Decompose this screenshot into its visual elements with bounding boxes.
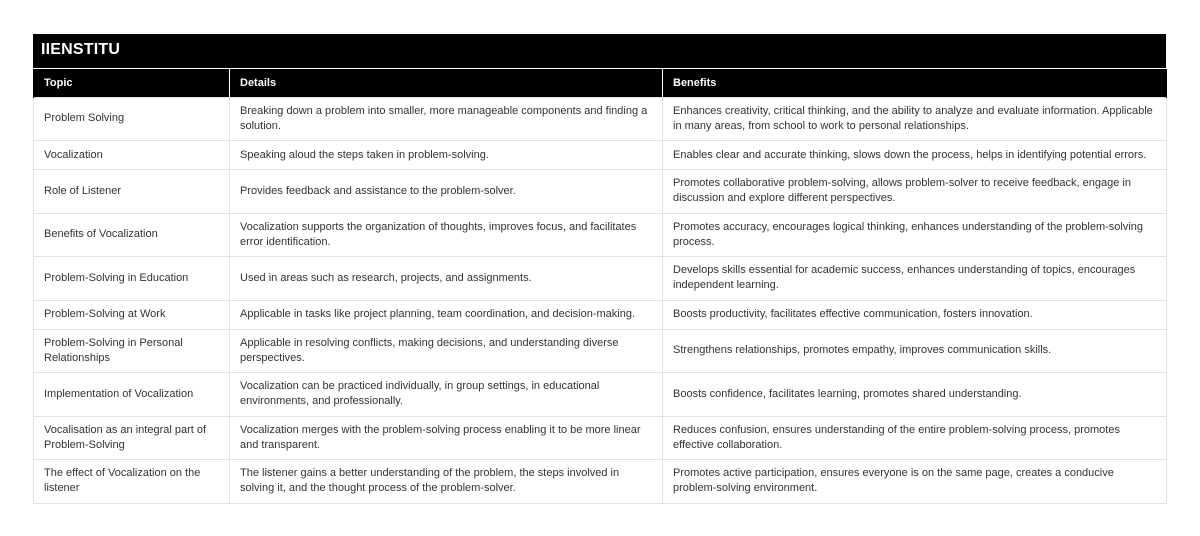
benefits-cell: Promotes collaborative problem-solving, allows problem-solver to receive feedback, engage in discussion and explore different perspectives. bbox=[663, 170, 1167, 214]
details-cell: Breaking down a problem into smaller, more manageable components and finding a solution. bbox=[230, 97, 663, 141]
details-cell: Vocalization can be practiced individually, in group settings, in educational environments, and professionally. bbox=[230, 373, 663, 417]
topic-cell: Benefits of Vocalization bbox=[34, 213, 230, 257]
header-topic: Topic bbox=[34, 69, 230, 97]
table-body bbox=[34, 97, 1167, 503]
content-wrapper bbox=[33, 34, 1166, 504]
header-benefits: Benefits bbox=[663, 69, 1167, 97]
details-cell: Vocalization supports the organization of thoughts, improves focus, and facilitates error identification. bbox=[230, 213, 663, 257]
benefits-cell: Boosts confidence, facilitates learning, promotes shared understanding. bbox=[663, 373, 1167, 417]
header-row bbox=[34, 69, 1167, 97]
details-cell: The listener gains a better understanding of the problem, the steps involved in solving it, and the thought process of the problem-solver. bbox=[230, 460, 663, 504]
details-cell: Vocalization merges with the problem-solving process enabling it to be more linear and transparent. bbox=[230, 416, 663, 460]
table-row bbox=[34, 329, 1167, 373]
table-row bbox=[34, 170, 1167, 214]
details-cell: Provides feedback and assistance to the problem-solver. bbox=[230, 170, 663, 214]
table-row bbox=[34, 460, 1167, 504]
topic-cell: Problem-Solving in Personal Relationships bbox=[34, 329, 230, 373]
details-cell: Applicable in resolving conflicts, making decisions, and understanding diverse perspectives. bbox=[230, 329, 663, 373]
benefits-cell: Develops skills essential for academic success, enhances understanding of topics, encourages independent learning. bbox=[663, 257, 1167, 301]
table-row bbox=[34, 373, 1167, 417]
benefits-cell: Strengthens relationships, promotes empathy, improves communication skills. bbox=[663, 329, 1167, 373]
topic-cell: Problem-Solving at Work bbox=[34, 300, 230, 329]
brand-title: IIENSTITU bbox=[33, 34, 1166, 69]
table-row bbox=[34, 300, 1167, 329]
benefits-cell: Enhances creativity, critical thinking, and the ability to analyze and evaluate information. Applicable in many areas, from school to work to personal relationships. bbox=[663, 97, 1167, 141]
details-cell: Speaking aloud the steps taken in problem-solving. bbox=[230, 141, 663, 170]
benefits-cell: Boosts productivity, facilitates effective communication, fosters innovation. bbox=[663, 300, 1167, 329]
benefits-cell: Reduces confusion, ensures understanding of the entire problem-solving process, promotes effective collaboration. bbox=[663, 416, 1167, 460]
topic-cell: Role of Listener bbox=[34, 170, 230, 214]
benefits-cell: Promotes accuracy, encourages logical thinking, enhances understanding of the problem-solving process. bbox=[663, 213, 1167, 257]
table-header bbox=[34, 69, 1167, 97]
topic-cell: Vocalization bbox=[34, 141, 230, 170]
details-cell: Used in areas such as research, projects, and assignments. bbox=[230, 257, 663, 301]
table-row bbox=[34, 213, 1167, 257]
topic-cell: Vocalisation as an integral part of Problem-Solving bbox=[34, 416, 230, 460]
benefits-cell: Promotes active participation, ensures everyone is on the same page, creates a conducive problem-solving environment. bbox=[663, 460, 1167, 504]
benefits-cell: Enables clear and accurate thinking, slows down the process, helps in identifying potential errors. bbox=[663, 141, 1167, 170]
topic-cell: The effect of Vocalization on the listener bbox=[34, 460, 230, 504]
topic-cell: Problem-Solving in Education bbox=[34, 257, 230, 301]
table-row bbox=[34, 416, 1167, 460]
header-details: Details bbox=[230, 69, 663, 97]
topic-cell: Problem Solving bbox=[34, 97, 230, 141]
details-cell: Applicable in tasks like project planning, team coordination, and decision-making. bbox=[230, 300, 663, 329]
table-row bbox=[34, 97, 1167, 141]
table-row bbox=[34, 257, 1167, 301]
info-table bbox=[33, 69, 1167, 504]
table-row bbox=[34, 141, 1167, 170]
topic-cell: Implementation of Vocalization bbox=[34, 373, 230, 417]
